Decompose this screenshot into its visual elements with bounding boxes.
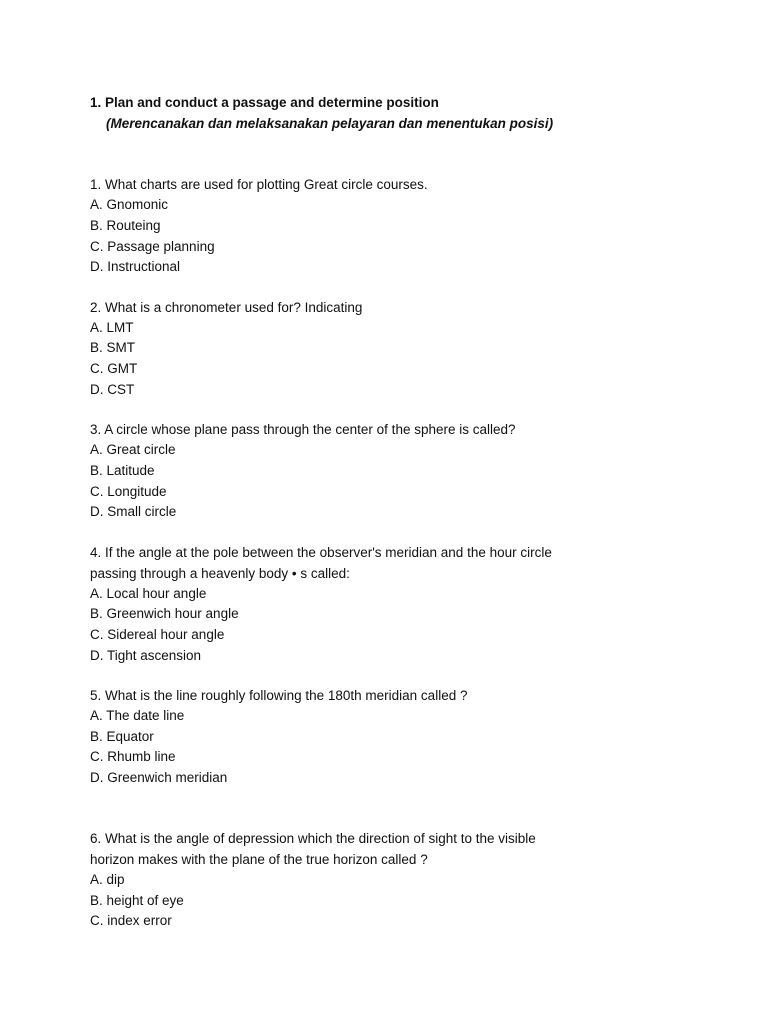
answer-option: A. dip — [90, 872, 125, 887]
answer-option: A. The date line — [90, 708, 185, 723]
question-text: horizon makes with the plane of the true horizon called ? — [90, 852, 428, 867]
answer-option: D. Tight ascension — [90, 648, 202, 663]
question-text: 4. If the angle at the pole between the observer's meridian and the hour circle — [90, 545, 552, 560]
answer-option: B. Latitude — [90, 463, 155, 478]
answer-option: C. Rhumb line — [90, 749, 176, 764]
answer-option: C. Passage planning — [90, 239, 215, 254]
section-title: 1. Plan and conduct a passage and determine position — [90, 95, 439, 110]
answer-option: B. Routeing — [90, 218, 161, 233]
section-subtitle: (Merencanakan dan melaksanakan pelayaran dan menentukan posisi) — [106, 116, 554, 131]
answer-option: A. LMT — [90, 320, 134, 335]
question-text: 2. What is a chronometer used for? Indicating — [90, 300, 363, 315]
answer-option: C. GMT — [90, 361, 138, 376]
question-text: 6. What is the angle of depression which the direction of sight to the visible — [90, 831, 536, 846]
answer-option: A. Gnomonic — [90, 197, 169, 212]
answer-option: B. SMT — [90, 340, 136, 355]
question-text: 1. What charts are used for plotting Great circle courses. — [90, 177, 428, 192]
answer-option: D. CST — [90, 382, 135, 397]
answer-option: D. Instructional — [90, 259, 181, 274]
question-text: 5. What is the line roughly following the 180th meridian called ? — [90, 688, 468, 703]
answer-option: C. Sidereal hour angle — [90, 627, 225, 642]
answer-option: C. index error — [90, 913, 172, 928]
answer-option: D. Small circle — [90, 504, 177, 519]
answer-option: A. Great circle — [90, 442, 176, 457]
answer-option: D. Greenwich meridian — [90, 770, 228, 785]
answer-option: B. height of eye — [90, 893, 184, 908]
answer-option: B. Greenwich hour angle — [90, 606, 239, 621]
question-text: passing through a heavenly body • s called: — [90, 566, 350, 581]
answer-option: B. Equator — [90, 729, 154, 744]
answer-option: C. Longitude — [90, 484, 167, 499]
answer-option: A. Local hour angle — [90, 586, 207, 601]
question-text: 3. A circle whose plane pass through the center of the sphere is called? — [90, 422, 516, 437]
